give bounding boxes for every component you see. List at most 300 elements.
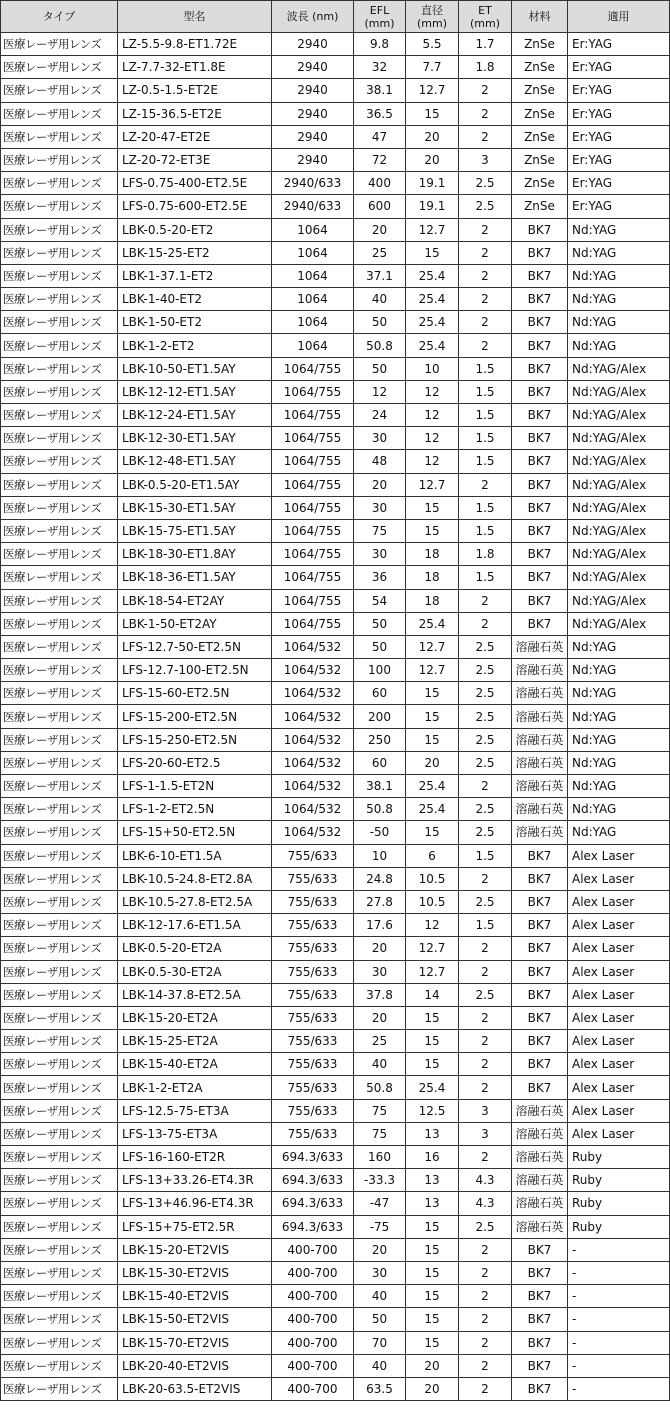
- model-cell: LFS-12.7-100-ET2.5N: [118, 659, 272, 682]
- diameter-cell: 12.7: [406, 79, 459, 102]
- material-cell: ZnSe: [512, 195, 568, 218]
- wavelength-cell: 1064/532: [272, 635, 354, 658]
- et-cell: 1.8: [459, 56, 512, 79]
- material-cell: BK7: [512, 404, 568, 427]
- application-cell: Nd:YAG: [568, 659, 670, 682]
- table-row: [1, 1285, 670, 1308]
- et-cell: 2.5: [459, 821, 512, 844]
- application-cell: Er:YAG: [568, 79, 670, 102]
- application-cell: -: [568, 1377, 670, 1400]
- wavelength-cell: 755/633: [272, 1122, 354, 1145]
- header-row: [1, 1, 670, 33]
- efl-cell: -33.3: [354, 1169, 406, 1192]
- type-cell: 医療レーザ用レンズ: [1, 890, 118, 913]
- diameter-cell: 12.7: [406, 659, 459, 682]
- efl-cell: 75: [354, 519, 406, 542]
- table-row: [1, 1331, 670, 1354]
- application-cell: Nd:YAG/Alex: [568, 589, 670, 612]
- et-cell: 1.5: [459, 404, 512, 427]
- et-cell: 2: [459, 264, 512, 287]
- application-cell: Er:YAG: [568, 102, 670, 125]
- material-cell: BK7: [512, 1006, 568, 1029]
- et-cell: 2: [459, 1030, 512, 1053]
- wavelength-cell: 755/633: [272, 960, 354, 983]
- type-cell: 医療レーザ用レンズ: [1, 635, 118, 658]
- table-row: [1, 450, 670, 473]
- wavelength-cell: 400-700: [272, 1308, 354, 1331]
- et-cell: 2: [459, 1331, 512, 1354]
- efl-cell: 60: [354, 751, 406, 774]
- efl-cell: -50: [354, 821, 406, 844]
- application-cell: Nd:YAG: [568, 705, 670, 728]
- diameter-cell: 25.4: [406, 1076, 459, 1099]
- model-cell: LBK-10.5-27.8-ET2.5A: [118, 890, 272, 913]
- efl-cell: 37.8: [354, 983, 406, 1006]
- wavelength-cell: 400-700: [272, 1238, 354, 1261]
- diameter-cell: 15: [406, 102, 459, 125]
- material-cell: BK7: [512, 334, 568, 357]
- material-cell: 溶融石英: [512, 728, 568, 751]
- material-cell: BK7: [512, 543, 568, 566]
- type-cell: 医療レーザ用レンズ: [1, 821, 118, 844]
- material-cell: BK7: [512, 937, 568, 960]
- et-cell: 2: [459, 311, 512, 334]
- type-cell: 医療レーザ用レンズ: [1, 775, 118, 798]
- material-cell: 溶融石英: [512, 1099, 568, 1122]
- type-cell: 医療レーザ用レンズ: [1, 496, 118, 519]
- et-cell: 1.5: [459, 566, 512, 589]
- material-cell: BK7: [512, 914, 568, 937]
- model-cell: LFS-0.75-600-ET2.5E: [118, 195, 272, 218]
- model-cell: LBK-1-50-ET2AY: [118, 612, 272, 635]
- diameter-cell: 20: [406, 751, 459, 774]
- type-cell: 医療レーザ用レンズ: [1, 1169, 118, 1192]
- table-row: [1, 357, 670, 380]
- efl-cell: 50: [354, 635, 406, 658]
- diameter-cell: 5.5: [406, 33, 459, 56]
- application-cell: Nd:YAG: [568, 682, 670, 705]
- material-cell: 溶融石英: [512, 682, 568, 705]
- efl-cell: 48: [354, 450, 406, 473]
- wavelength-cell: 1064/755: [272, 473, 354, 496]
- type-cell: 医療レーザ用レンズ: [1, 1238, 118, 1261]
- et-cell: 2: [459, 1354, 512, 1377]
- et-cell: 2: [459, 334, 512, 357]
- et-cell: 2.5: [459, 705, 512, 728]
- wavelength-cell: 2940: [272, 125, 354, 148]
- efl-cell: 10: [354, 844, 406, 867]
- wavelength-cell: 1064: [272, 311, 354, 334]
- type-cell: 医療レーザ用レンズ: [1, 427, 118, 450]
- table-row: [1, 937, 670, 960]
- wavelength-cell: 1064/755: [272, 589, 354, 612]
- application-cell: Alex Laser: [568, 890, 670, 913]
- diameter-cell: 20: [406, 1354, 459, 1377]
- efl-cell: 30: [354, 1261, 406, 1284]
- material-cell: 溶融石英: [512, 751, 568, 774]
- application-cell: Alex Laser: [568, 960, 670, 983]
- material-cell: ZnSe: [512, 172, 568, 195]
- material-cell: BK7: [512, 1238, 568, 1261]
- material-cell: ZnSe: [512, 79, 568, 102]
- diameter-cell: 10: [406, 357, 459, 380]
- efl-cell: 38.1: [354, 775, 406, 798]
- material-cell: BK7: [512, 589, 568, 612]
- wavelength-cell: 2940: [272, 79, 354, 102]
- et-cell: 2: [459, 1285, 512, 1308]
- diameter-cell: 10.5: [406, 890, 459, 913]
- wavelength-cell: 1064/532: [272, 821, 354, 844]
- type-cell: 医療レーザ用レンズ: [1, 867, 118, 890]
- et-cell: 2: [459, 1146, 512, 1169]
- et-cell: 2.5: [459, 1215, 512, 1238]
- model-cell: LZ-0.5-1.5-ET2E: [118, 79, 272, 102]
- et-cell: 2: [459, 937, 512, 960]
- wavelength-cell: 2940: [272, 33, 354, 56]
- application-cell: Nd:YAG: [568, 334, 670, 357]
- type-cell: 医療レーザ用レンズ: [1, 380, 118, 403]
- efl-cell: 40: [354, 1053, 406, 1076]
- material-cell: 溶融石英: [512, 705, 568, 728]
- model-cell: LBK-20-63.5-ET2VIS: [118, 1377, 272, 1400]
- table-row: [1, 659, 670, 682]
- type-cell: 医療レーザ用レンズ: [1, 1076, 118, 1099]
- header-diameter: 直径 (mm): [406, 1, 459, 33]
- table-row: [1, 751, 670, 774]
- type-cell: 医療レーザ用レンズ: [1, 1192, 118, 1215]
- et-cell: 2.5: [459, 751, 512, 774]
- table-row: [1, 1146, 670, 1169]
- diameter-cell: 15: [406, 496, 459, 519]
- model-cell: LBK-12-30-ET1.5AY: [118, 427, 272, 450]
- efl-cell: 20: [354, 473, 406, 496]
- et-cell: 2: [459, 1053, 512, 1076]
- model-cell: LZ-20-47-ET2E: [118, 125, 272, 148]
- application-cell: Nd:YAG: [568, 635, 670, 658]
- material-cell: BK7: [512, 612, 568, 635]
- efl-cell: 40: [354, 1354, 406, 1377]
- model-cell: LFS-12.5-75-ET3A: [118, 1099, 272, 1122]
- material-cell: BK7: [512, 1285, 568, 1308]
- diameter-cell: 25.4: [406, 288, 459, 311]
- et-cell: 2.5: [459, 195, 512, 218]
- table-row: [1, 635, 670, 658]
- efl-cell: 17.6: [354, 914, 406, 937]
- application-cell: Alex Laser: [568, 983, 670, 1006]
- diameter-cell: 12: [406, 404, 459, 427]
- diameter-cell: 12.7: [406, 635, 459, 658]
- diameter-cell: 10.5: [406, 867, 459, 890]
- et-cell: 2.5: [459, 659, 512, 682]
- model-cell: LBK-0.5-30-ET2A: [118, 960, 272, 983]
- material-cell: BK7: [512, 1377, 568, 1400]
- material-cell: ZnSe: [512, 56, 568, 79]
- diameter-cell: 15: [406, 1308, 459, 1331]
- diameter-cell: 25.4: [406, 334, 459, 357]
- application-cell: Alex Laser: [568, 1030, 670, 1053]
- wavelength-cell: 400-700: [272, 1331, 354, 1354]
- et-cell: 2: [459, 867, 512, 890]
- efl-cell: 250: [354, 728, 406, 751]
- wavelength-cell: 1064/532: [272, 682, 354, 705]
- type-cell: 医療レーザ用レンズ: [1, 473, 118, 496]
- table-row: [1, 589, 670, 612]
- material-cell: BK7: [512, 264, 568, 287]
- application-cell: -: [568, 1331, 670, 1354]
- model-cell: LFS-15-250-ET2.5N: [118, 728, 272, 751]
- model-cell: LBK-15-25-ET2: [118, 241, 272, 264]
- application-cell: Ruby: [568, 1215, 670, 1238]
- type-cell: 医療レーザ用レンズ: [1, 1122, 118, 1145]
- model-cell: LBK-18-54-ET2AY: [118, 589, 272, 612]
- material-cell: 溶融石英: [512, 775, 568, 798]
- type-cell: 医療レーザ用レンズ: [1, 728, 118, 751]
- model-cell: LBK-1-37.1-ET2: [118, 264, 272, 287]
- efl-cell: 75: [354, 1122, 406, 1145]
- type-cell: 医療レーザ用レンズ: [1, 612, 118, 635]
- wavelength-cell: 755/633: [272, 1030, 354, 1053]
- type-cell: 医療レーザ用レンズ: [1, 1261, 118, 1284]
- material-cell: BK7: [512, 867, 568, 890]
- et-cell: 2.5: [459, 635, 512, 658]
- model-cell: LFS-15-200-ET2.5N: [118, 705, 272, 728]
- material-cell: BK7: [512, 890, 568, 913]
- model-cell: LBK-20-40-ET2VIS: [118, 1354, 272, 1377]
- type-cell: 医療レーザ用レンズ: [1, 566, 118, 589]
- model-cell: LBK-1-2-ET2A: [118, 1076, 272, 1099]
- et-cell: 2.5: [459, 983, 512, 1006]
- efl-cell: 27.8: [354, 890, 406, 913]
- et-cell: 3: [459, 1122, 512, 1145]
- efl-cell: 40: [354, 1285, 406, 1308]
- wavelength-cell: 1064/755: [272, 404, 354, 427]
- table-row: [1, 1261, 670, 1284]
- model-cell: LBK-1-40-ET2: [118, 288, 272, 311]
- wavelength-cell: 1064/755: [272, 357, 354, 380]
- wavelength-cell: 1064/532: [272, 705, 354, 728]
- wavelength-cell: 755/633: [272, 1076, 354, 1099]
- wavelength-cell: 2940: [272, 56, 354, 79]
- material-cell: BK7: [512, 1076, 568, 1099]
- diameter-cell: 12: [406, 380, 459, 403]
- efl-cell: 200: [354, 705, 406, 728]
- model-cell: LBK-1-50-ET2: [118, 311, 272, 334]
- table-row: [1, 682, 670, 705]
- material-cell: BK7: [512, 218, 568, 241]
- application-cell: Ruby: [568, 1146, 670, 1169]
- diameter-cell: 7.7: [406, 56, 459, 79]
- diameter-cell: 15: [406, 821, 459, 844]
- wavelength-cell: 755/633: [272, 1053, 354, 1076]
- efl-cell: 160: [354, 1146, 406, 1169]
- table-row: [1, 705, 670, 728]
- table-row: [1, 1169, 670, 1192]
- model-cell: LBK-15-20-ET2VIS: [118, 1238, 272, 1261]
- table-row: [1, 1006, 670, 1029]
- et-cell: 2: [459, 288, 512, 311]
- application-cell: Alex Laser: [568, 1076, 670, 1099]
- diameter-cell: 15: [406, 1030, 459, 1053]
- material-cell: BK7: [512, 357, 568, 380]
- table-row: [1, 311, 670, 334]
- wavelength-cell: 755/633: [272, 844, 354, 867]
- material-cell: BK7: [512, 380, 568, 403]
- wavelength-cell: 694.3/633: [272, 1146, 354, 1169]
- efl-cell: 50.8: [354, 1076, 406, 1099]
- diameter-cell: 15: [406, 728, 459, 751]
- diameter-cell: 6: [406, 844, 459, 867]
- material-cell: BK7: [512, 1030, 568, 1053]
- material-cell: ZnSe: [512, 125, 568, 148]
- efl-cell: 600: [354, 195, 406, 218]
- application-cell: Nd:YAG: [568, 728, 670, 751]
- efl-cell: 36: [354, 566, 406, 589]
- type-cell: 医療レーザ用レンズ: [1, 983, 118, 1006]
- header-efl-unit: (mm): [364, 16, 395, 30]
- efl-cell: 25: [354, 241, 406, 264]
- wavelength-cell: 2940/633: [272, 195, 354, 218]
- efl-cell: 70: [354, 1331, 406, 1354]
- wavelength-cell: 1064/755: [272, 543, 354, 566]
- model-cell: LBK-0.5-20-ET2A: [118, 937, 272, 960]
- model-cell: LFS-12.7-50-ET2.5N: [118, 635, 272, 658]
- diameter-cell: 12.5: [406, 1099, 459, 1122]
- et-cell: 3: [459, 1099, 512, 1122]
- application-cell: Alex Laser: [568, 914, 670, 937]
- application-cell: Nd:YAG: [568, 311, 670, 334]
- table-row: [1, 288, 670, 311]
- diameter-cell: 12.7: [406, 960, 459, 983]
- application-cell: Nd:YAG: [568, 798, 670, 821]
- et-cell: 3: [459, 148, 512, 171]
- efl-cell: 75: [354, 1099, 406, 1122]
- model-cell: LBK-12-48-ET1.5AY: [118, 450, 272, 473]
- et-cell: 1.5: [459, 914, 512, 937]
- diameter-cell: 15: [406, 241, 459, 264]
- et-cell: 2: [459, 1076, 512, 1099]
- efl-cell: 30: [354, 496, 406, 519]
- header-wavelength: 波長 (nm): [272, 1, 354, 33]
- application-cell: Nd:YAG/Alex: [568, 380, 670, 403]
- table-row: [1, 473, 670, 496]
- material-cell: BK7: [512, 473, 568, 496]
- table-row: [1, 867, 670, 890]
- table-row: [1, 566, 670, 589]
- diameter-cell: 25.4: [406, 612, 459, 635]
- material-cell: BK7: [512, 427, 568, 450]
- model-cell: LFS-13+33.26-ET4.3R: [118, 1169, 272, 1192]
- application-cell: Nd:YAG: [568, 288, 670, 311]
- application-cell: Ruby: [568, 1169, 670, 1192]
- wavelength-cell: 1064/532: [272, 659, 354, 682]
- efl-cell: 20: [354, 937, 406, 960]
- application-cell: Alex Laser: [568, 1006, 670, 1029]
- wavelength-cell: 1064: [272, 288, 354, 311]
- wavelength-cell: 1064/755: [272, 519, 354, 542]
- wavelength-cell: 2940/633: [272, 172, 354, 195]
- material-cell: BK7: [512, 496, 568, 519]
- type-cell: 医療レーザ用レンズ: [1, 751, 118, 774]
- diameter-cell: 18: [406, 543, 459, 566]
- diameter-cell: 15: [406, 1053, 459, 1076]
- diameter-cell: 15: [406, 1006, 459, 1029]
- diameter-cell: 25.4: [406, 798, 459, 821]
- efl-cell: 30: [354, 960, 406, 983]
- application-cell: Alex Laser: [568, 1122, 670, 1145]
- et-cell: 2.5: [459, 890, 512, 913]
- et-cell: 1.5: [459, 844, 512, 867]
- table-row: [1, 1192, 670, 1215]
- application-cell: Nd:YAG/Alex: [568, 450, 670, 473]
- wavelength-cell: 755/633: [272, 1006, 354, 1029]
- et-cell: 2: [459, 1308, 512, 1331]
- table-row: [1, 543, 670, 566]
- table-row: [1, 1354, 670, 1377]
- et-cell: 2.5: [459, 798, 512, 821]
- type-cell: 医療レーザ用レンズ: [1, 125, 118, 148]
- table-row: [1, 1215, 670, 1238]
- type-cell: 医療レーザ用レンズ: [1, 844, 118, 867]
- diameter-cell: 12: [406, 427, 459, 450]
- header-diameter-unit: (mm): [416, 16, 447, 30]
- type-cell: 医療レーザ用レンズ: [1, 311, 118, 334]
- table-row: [1, 56, 670, 79]
- table-row: [1, 241, 670, 264]
- diameter-cell: 18: [406, 566, 459, 589]
- efl-cell: 38.1: [354, 79, 406, 102]
- wavelength-cell: 400-700: [272, 1285, 354, 1308]
- table-row: [1, 983, 670, 1006]
- table-header: [1, 1, 670, 33]
- material-cell: BK7: [512, 450, 568, 473]
- table-row: [1, 102, 670, 125]
- header-material: 材料: [512, 1, 568, 33]
- diameter-cell: 15: [406, 1261, 459, 1284]
- et-cell: 2: [459, 960, 512, 983]
- model-cell: LBK-1-2-ET2: [118, 334, 272, 357]
- application-cell: Nd:YAG: [568, 821, 670, 844]
- diameter-cell: 20: [406, 148, 459, 171]
- material-cell: BK7: [512, 1354, 568, 1377]
- header-et: ET (mm): [459, 1, 512, 33]
- type-cell: 医療レーザ用レンズ: [1, 241, 118, 264]
- diameter-cell: 13: [406, 1122, 459, 1145]
- et-cell: 2: [459, 1377, 512, 1400]
- type-cell: 医療レーザ用レンズ: [1, 148, 118, 171]
- wavelength-cell: 1064/755: [272, 380, 354, 403]
- efl-cell: 24.8: [354, 867, 406, 890]
- efl-cell: 30: [354, 427, 406, 450]
- diameter-cell: 15: [406, 705, 459, 728]
- application-cell: Nd:YAG: [568, 751, 670, 774]
- wavelength-cell: 755/633: [272, 890, 354, 913]
- type-cell: 医療レーザ用レンズ: [1, 288, 118, 311]
- model-cell: LBK-12-24-ET1.5AY: [118, 404, 272, 427]
- application-cell: Nd:YAG/Alex: [568, 496, 670, 519]
- wavelength-cell: 1064/755: [272, 450, 354, 473]
- efl-cell: 50: [354, 357, 406, 380]
- material-cell: BK7: [512, 1053, 568, 1076]
- table-row: [1, 195, 670, 218]
- model-cell: LFS-13-75-ET3A: [118, 1122, 272, 1145]
- wavelength-cell: 400-700: [272, 1354, 354, 1377]
- type-cell: 医療レーザ用レンズ: [1, 1099, 118, 1122]
- table-row: [1, 496, 670, 519]
- type-cell: 医療レーザ用レンズ: [1, 1354, 118, 1377]
- material-cell: BK7: [512, 241, 568, 264]
- et-cell: 4.3: [459, 1192, 512, 1215]
- diameter-cell: 13: [406, 1169, 459, 1192]
